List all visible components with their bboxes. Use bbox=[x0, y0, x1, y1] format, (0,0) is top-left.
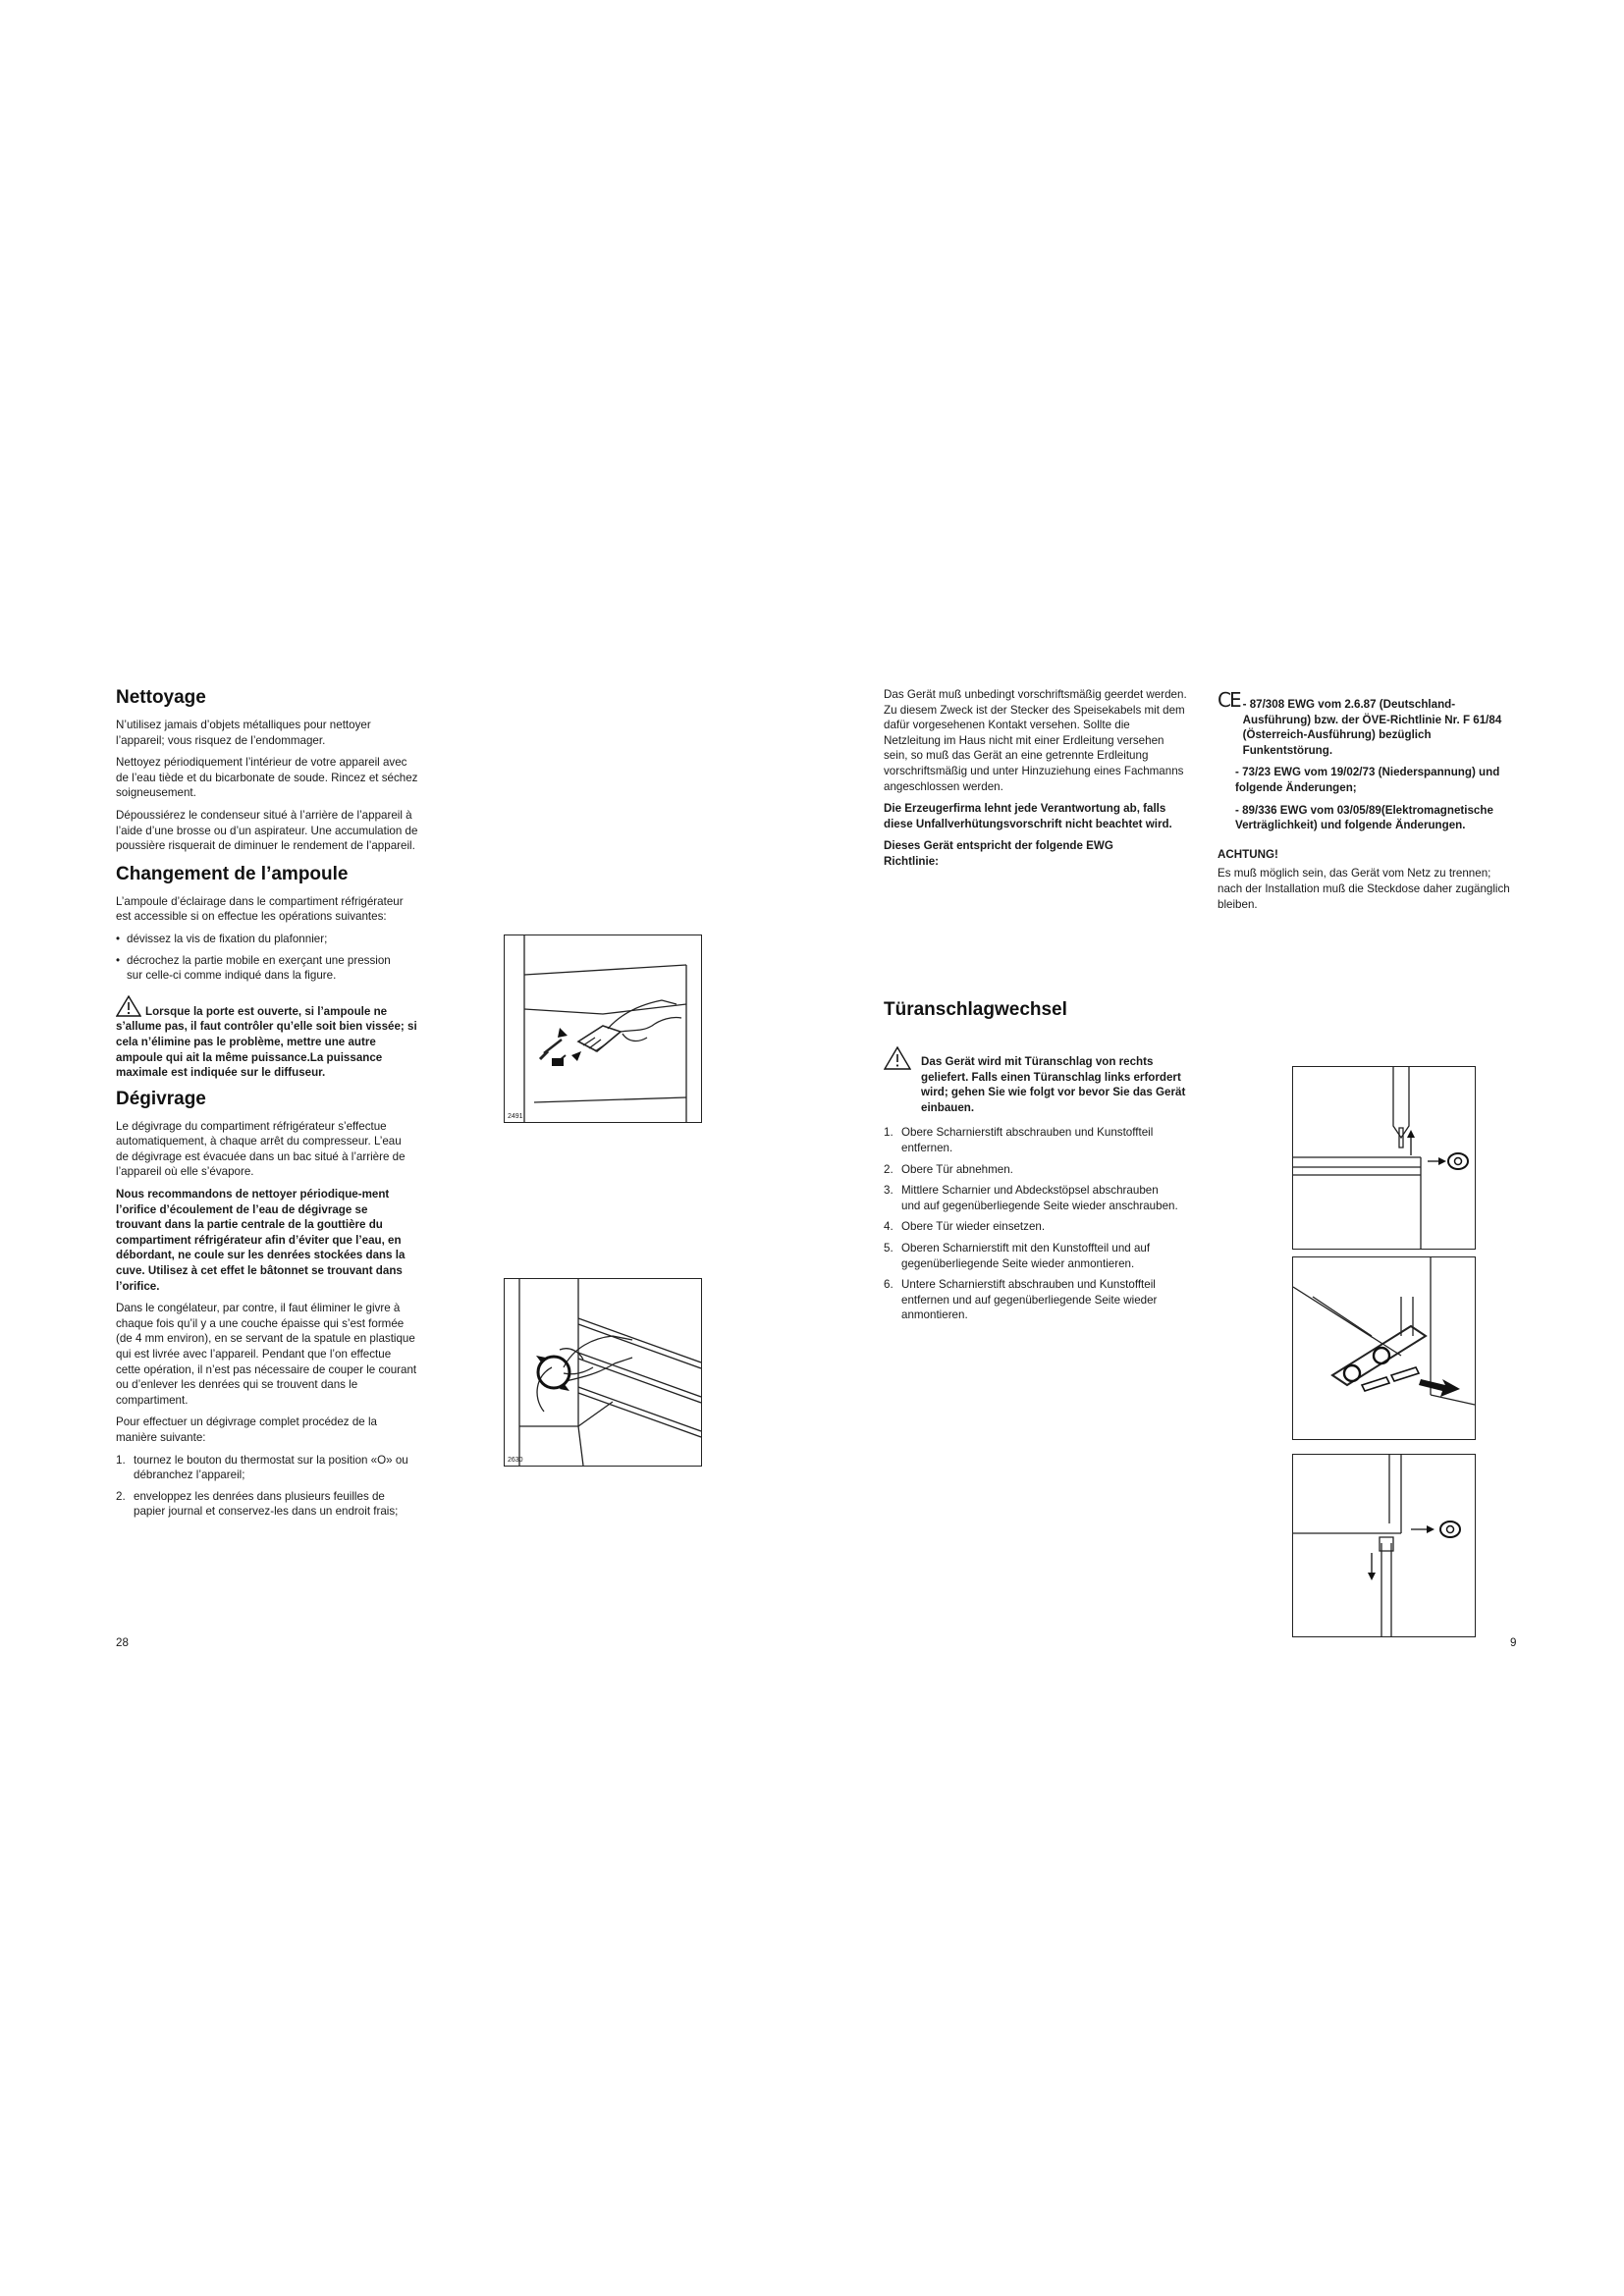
tur-step bbox=[884, 1241, 1178, 1271]
bullet-text: dévissez la vis de fixation du plafonnier; bbox=[127, 932, 328, 945]
step-number: 1. bbox=[884, 1126, 893, 1140]
liability-paragraph: Die Erzeugerfirma lehnt jede Verantwortung ab, falls diese Unfallverhütungsvorschrift nicht beachtet wird. bbox=[884, 802, 1172, 830]
step-number: 1. bbox=[116, 1453, 126, 1467]
drain-illustration bbox=[505, 1279, 701, 1466]
figure-drain-hole bbox=[504, 1278, 702, 1467]
degivrage-bold-paragraph: Nous recommandons de nettoyer périodique-ment l’orifice d’écoulement de l’eau de dégivrage se trouvant dans la partie centrale de la gouttière du compartiment réfrigérateur afin d’éviter que l’eau, en débordant, ne coule sur les denrées stockées dans la cuve. Utilisez à cet effet le bâtonnet se trouvant dans l’orifice. bbox=[116, 1188, 406, 1293]
achtung-heading: ACHTUNG! bbox=[1218, 847, 1278, 861]
step-text: Obere Tür abnehmen. bbox=[901, 1162, 1013, 1176]
step-number: 2. bbox=[884, 1162, 893, 1176]
ce-mark-icon: CE bbox=[1218, 688, 1240, 712]
heading-nettoyage: Nettoyage bbox=[116, 687, 206, 708]
step-number: 5. bbox=[884, 1241, 893, 1255]
figure-lamp-replacement bbox=[504, 934, 702, 1123]
tur-step bbox=[884, 1219, 1178, 1235]
heading-turanschlagwechsel: Türanschlagwechsel bbox=[884, 999, 1067, 1020]
step-text: Oberen Scharnierstift mit den Kunstoffteil und auf gegenüberliegende Seite wieder anmontieren. bbox=[901, 1241, 1151, 1270]
tur-column bbox=[884, 999, 1198, 1329]
warning-text: Lorsque la porte est ouverte, si l’ampoule ne s’allume pas, il faut contrôler qu’elle soit bien vissée; si cela n’élimine pas le problème, mettre une autre ampoule qui ait la même puissance.La puissance maximale est indiquée sur le diffuseur. bbox=[116, 1004, 417, 1080]
step-text: Mittlere Scharnier und Abdeckstöpsel abschrauben und auf gegenüberliegende Seite wieder anschrauben. bbox=[901, 1184, 1178, 1212]
ce-regulation-2: - 73/23 EWG vom 19/02/73 (Niederspannung) und folgende Änderungen; bbox=[1235, 766, 1500, 794]
step-number: 6. bbox=[884, 1278, 893, 1292]
warning-triangle-icon bbox=[884, 1046, 911, 1070]
grounding-paragraph: Das Gerät muß unbedingt vorschriftsmäßig geerdet werden. Zu diesem Zweck ist der Stecker des Speisekabels mit dem dafür vorgesehenen Kontakt versehen. Sollte die Netzleitung im Haus nicht mit einer Erdleitung versehen sein, so muß das Gerät an eine getrennte Erdleitung vorschriftsmäßig und unter Hinzuziehung eines Fachmanns angeschlossen werden. bbox=[884, 688, 1187, 793]
tur-warning-text: Das Gerät wird mit Türanschlag von rechts geliefert. Falls einen Türanschlag links erfordert wird; gehen Sie wie folgt vor bevor Sie das Gerät einbauen. bbox=[921, 1055, 1186, 1114]
ampoule-bullet-1 bbox=[116, 932, 418, 947]
ce-regulation-1: - 87/308 EWG vom 2.6.87 (Deutschland-Ausführung) bzw. der ÖVE-Richtlinie Nr. F 61/84 (Österreich-Ausführung) bezüglich Funkentstörung. bbox=[1242, 698, 1502, 757]
step-text: Obere Scharnierstift abschrauben und Kunstoffteil entfernen. bbox=[901, 1126, 1154, 1154]
step-number: 3. bbox=[884, 1184, 893, 1198]
heading-degivrage: Dégivrage bbox=[116, 1088, 206, 1109]
bullet-dot: • bbox=[116, 953, 121, 967]
degivrage-step-1 bbox=[116, 1453, 418, 1483]
step-text: Obere Tür wieder einsetzen. bbox=[901, 1220, 1046, 1234]
figure-code-2491: 2491 bbox=[508, 1113, 523, 1120]
ce-block bbox=[1218, 689, 1522, 758]
figure-top-hinge bbox=[1292, 1066, 1476, 1250]
ewg-directive-paragraph: Dieses Gerät entspricht der folgende EWG Richtlinie: bbox=[884, 839, 1113, 868]
step-number: 2. bbox=[116, 1489, 126, 1503]
ampoule-bullet-2 bbox=[116, 953, 401, 984]
tur-step bbox=[884, 1162, 1178, 1178]
right-page-number: 9 bbox=[1510, 1636, 1517, 1649]
step-text: tournez le bouton du thermostat sur la position «O» ou débranchez l’appareil; bbox=[134, 1453, 408, 1482]
degivrage-paragraph-1: Le dégivrage du compartiment réfrigérateur s’effectue automatiquement, à chaque arrêt du compresseur. L’eau de dégivrage est évacuée dans un bac situé à l’arrière de l’appareil où elle s’évapore. bbox=[116, 1119, 406, 1179]
tur-step bbox=[884, 1183, 1178, 1213]
tur-step bbox=[884, 1125, 1178, 1155]
bullet-dot: • bbox=[116, 932, 121, 945]
ampoule-paragraph: L’ampoule d’éclairage dans le compartiment réfrigérateur est accessible si on effectue les opérations suivantes: bbox=[116, 894, 404, 924]
top-hinge-illustration bbox=[1293, 1067, 1475, 1249]
tur-step bbox=[884, 1277, 1178, 1323]
bullet-text: décrochez la partie mobile en exerçant une pression sur celle-ci comme indiqué dans la figure. bbox=[127, 953, 391, 983]
bottom-hinge-illustration bbox=[1293, 1455, 1475, 1636]
degivrage-paragraph-3: Pour effectuer un dégivrage complet procédez de la manière suivante: bbox=[116, 1415, 377, 1444]
tur-warning bbox=[884, 1046, 1198, 1115]
lamp-illustration bbox=[505, 935, 701, 1122]
ce-column bbox=[1218, 689, 1522, 912]
step-text: Untere Scharnierstift abschrauben und Kunstoffteil entfernen und auf gegenüberliegende Seite wieder anmontieren. bbox=[901, 1278, 1158, 1322]
tur-steps-list bbox=[884, 1125, 1198, 1323]
figure-bottom-hinge bbox=[1292, 1454, 1476, 1637]
middle-hinge-illustration bbox=[1293, 1257, 1475, 1439]
ce-regulation-3: - 89/336 EWG vom 03/05/89(Elektromagnetische Verträglichkeit) und folgende Änderungen. bbox=[1235, 803, 1493, 832]
degivrage-step-2 bbox=[116, 1489, 401, 1520]
nettoyage-paragraph-3: Dépoussiérez le condenseur situé à l’arrière de l’appareil à l’aide d’une brosse ou d’un aspirateur. Une accumulation de poussière risquerait de diminuer le rendement de l’appareil. bbox=[116, 808, 418, 853]
warning-triangle-icon bbox=[116, 995, 141, 1017]
right-intro-column bbox=[884, 687, 1188, 877]
figure-code-2630: 2630 bbox=[508, 1457, 523, 1464]
achtung-text: Es muß möglich sein, das Gerät vom Netz zu trennen; nach der Installation muß die Steckdose daher zugänglich bleiben. bbox=[1218, 867, 1510, 911]
nettoyage-paragraph-2: Nettoyez périodiquement l’intérieur de votre appareil avec de l’eau tiède et du bicarbonate de soude. Rincez et séchez soigneusement. bbox=[116, 756, 418, 800]
figure-middle-hinge bbox=[1292, 1256, 1476, 1440]
step-number: 4. bbox=[884, 1220, 893, 1234]
heading-changement-ampoule: Changement de l’ampoule bbox=[116, 863, 349, 884]
nettoyage-paragraph-1: N’utilisez jamais d’objets métalliques pour nettoyer l’appareil; vous risquez de l’endommager. bbox=[116, 719, 371, 747]
ampoule-warning bbox=[116, 995, 418, 1081]
degivrage-paragraph-2: Dans le congélateur, par contre, il faut éliminer le givre à chaque fois qu’il y a une couche épaisse qui s’est formée (de 4 mm environ), en se servant de la spatule en plastique qui est livrée avec l’appareil. Pendant que l’on effectue cette opération, il n’est pas nécessaire de couper le courant ou d’enlever les denrées qui se trouvent dans le compartiment. bbox=[116, 1302, 417, 1407]
left-text-column bbox=[116, 687, 418, 1525]
left-page-number: 28 bbox=[116, 1636, 129, 1649]
step-text: enveloppez les denrées dans plusieurs feuilles de papier journal et conservez-les dans un endroit frais; bbox=[134, 1489, 399, 1519]
